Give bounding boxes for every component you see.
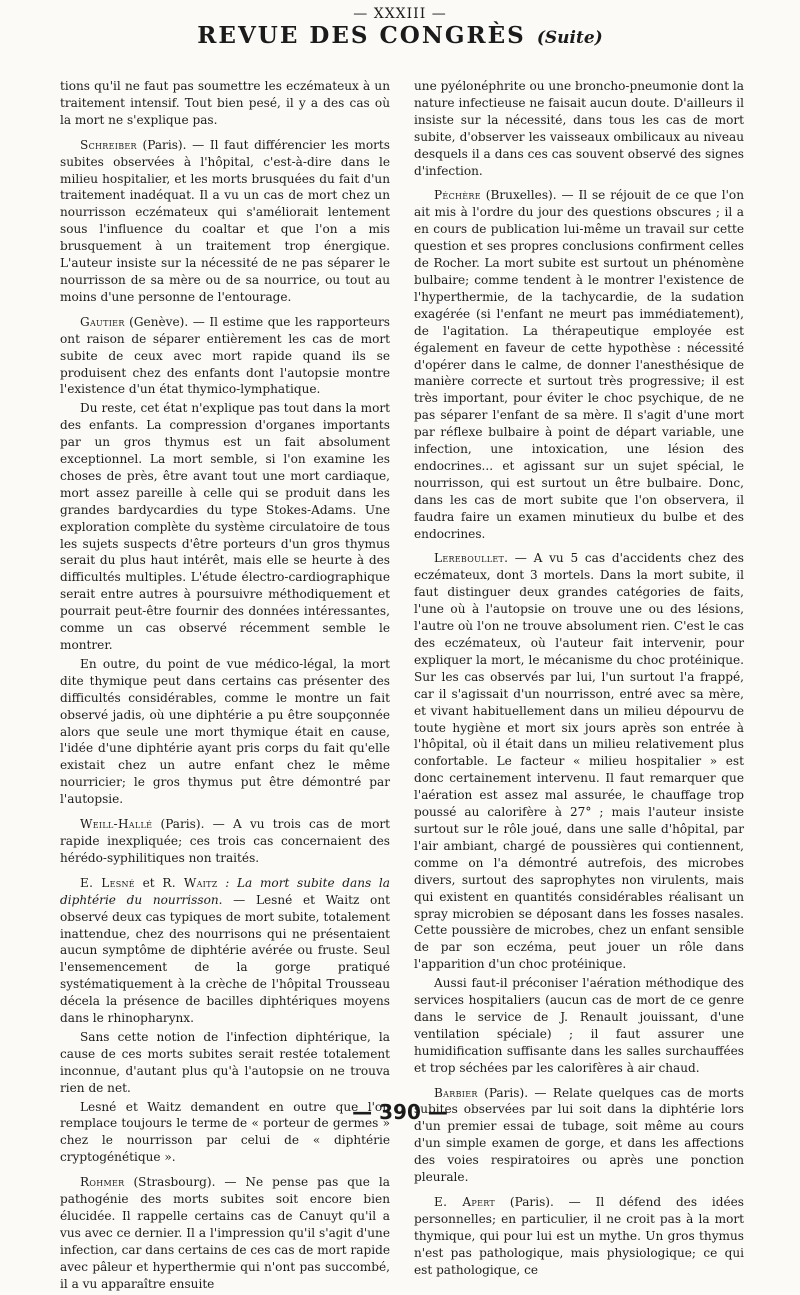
paragraph-text: une pyélonéphrite ou une broncho-pneumonie dont la nature infectieuse ne faisait aucun doute. D'ailleurs il insiste sur la nécessité, dans tous les cas de mort subite, d'observer les vaisseaux ombilicaux au niveau desquels il a dans ces cas souvent observé des signes d'infection. (414, 79, 744, 178)
paragraph (414, 550, 744, 973)
paragraph-text: (Bruxelles). — Il se réjouit de ce que l'on ait mis à l'ordre du jour des questions obscures ; il a en cours de publication lui-même un travail sur cette question et ses propres conclusions confirment celles de Rocher. La mort subite est surtout un phénomène bulbaire; comme tendent à le montrer l'existence de l'hyperthermie, de la tachycardie, de la sudation exagérée (si l'enfant ne meurt pas immédiatement), de l'agitation. La thérapeutique employée est également en faveur de cette hypothèse : nécessité d'opérer dans le calme, de donner l'anesthésique de manière correcte et surtout très progressive; il est très important, pour éviter le choc psychique, de ne pas séparer l'enfant de sa mère. Il s'agit d'une mort par réflexe bulbaire à point de départ variable, une infection, une intoxication, une lésion des endocrines... et agissant sur un sujet spécial, le nourrisson, qui est surtout un être bulbaire. Donc, dans les cas de mort subite que l'on observera, il faudra faire un examen minutieux du bulbe et des endocrines. (414, 188, 744, 541)
page-title (0, 24, 800, 47)
paragraph (414, 975, 744, 1076)
paragraph-text: (Paris). — A vu trois cas de mort rapide inexpliquée; ces trois cas concernaient des hérédo-syphilitiques non traités. (60, 817, 390, 865)
paragraph (60, 400, 390, 654)
author-name: Weill-Hallé (80, 817, 153, 832)
page-number: — 390 — (352, 1100, 448, 1124)
paragraph-text: — Lesné et Waitz ont observé deux cas typiques de mort subite, totalement inattendue, chez des nourrisons qui ne présentaient aucun symptôme de diphtérie avérée ou fruste. Seul l'ensemencement de la gorge pratiqué systématiquement à la crèche de l'hôpital Trousseau décela la présence de bacilles diphtériques moyens dans le rhinopharynx. (60, 892, 390, 1026)
author-name: Péchère (434, 188, 481, 203)
communication-title: : La mort subite dans la diphtérie du nourrisson. (60, 875, 390, 907)
paragraph (414, 187, 744, 542)
title-main: REVUE DES CONGRÈS (197, 22, 526, 49)
paragraph (60, 656, 390, 808)
paragraph (60, 816, 390, 867)
paragraph (414, 1194, 744, 1279)
paragraph-text: En outre, du point de vue médico-légal, la mort dite thymique peut dans certains cas présenter des difficultés considérables, comme le montre un fait observé jadis, où une diphtérie a pu être soupçonnée alors que seule une mort thymique était en cause, l'idée d'une diphtérie ayant pris corps du fait qu'elle existait chez un autre enfant chez le même nourricier; le gros thymus put être démontré par l'autopsie. (60, 656, 390, 807)
paragraph-text: tions qu'il ne faut pas soumettre les eczémateux à un traitement intensif. Tout bien pesé, il y a des cas où la mort ne s'explique pas. (60, 79, 390, 127)
author-name: Rohmer (80, 1175, 125, 1190)
paragraph (60, 137, 390, 306)
author-name: Gautier (80, 314, 125, 329)
author-name: E. Apert (434, 1195, 496, 1209)
author-name: E. Lesné (80, 875, 135, 890)
paragraph-text: . — A vu 5 cas d'accidents chez des eczémateux, dont 3 mortels. Dans la mort subite, il faut distinguer deux grandes catégories de faits, l'une où à l'autopsie on trouve une ou des lésions, l'autre où l'on ne trouve absolument rien. C'est le cas des eczémateux, où l'auteur fait intervenir, pour expliquer la mort, le mécanisme du choc protéinique. Sur les cas observés par lui, l'un surtout l'a frappé, car il s'agissait d'un nourrisson, entré avec sa mère, et vivant habituellement dans un milieu dépourvu de toute hygiène et mort six jours après son entrée à l'hôpital, où il était dans un milieu relativement plus confortable. Le facteur « milieu hospitalier » est donc certainement intervenu. Il faut remarquer que l'aération est assez mal assurée, le chauffage trop poussé au calorifère à 27° ; mais l'auteur insiste surtout sur le rôle joué, dans une salle d'hôpital, par l'air ambiant, chargé de poussières qui contiennent, comme on l'a démontré autrefois, des microbes divers, surtout des saprophytes non virulents, mais qui existent en quantités considérables réalisant un spray microbien se déposant dans les fosses nasales. Cette poussière de microbes, chez un enfant sensible de par son eczéma, peut jouer un rôle dans l'apparition d'un choc protéinique. (414, 551, 744, 972)
author-name: Barbier (434, 1085, 478, 1100)
connector-text: et (134, 875, 163, 890)
paragraph (414, 78, 744, 179)
paragraph-text: (Paris). — Il faut différencier les morts subites observées à l'hôpital, c'est-à-dire dans le milieu hospitalier, et les morts brusquées du fait d'un traitement inadéquat. Il a vu un cas de mort chez un nourrisson eczémateux qui s'améliorait lentement sous l'influence du coaltar et que l'on a mis brusquement à un traitement trop énergique. L'auteur insiste sur la nécessité de ne pas séparer le nourrisson de sa mère ou de sa nourrice, ou tout au moins d'une personne de l'entourage. (60, 137, 390, 304)
paragraph (60, 78, 390, 129)
author-name: Schreiber (80, 137, 137, 152)
title-suffix: (Suite) (536, 28, 603, 48)
paragraph-text: (Strasbourg). — Ne pense pas que la pathogénie des morts subites soit encore bien élucidée. Il rappelle certains cas de Canuyt qu'il a vus avec ce dernier. Il a l'impression qu'il s'agit d'une infection, car dans certains de ces cas de mort rapide avec pâleur et hyperthermie qui n'ont pas succombé, il a vu apparaître ensuite (60, 1175, 390, 1291)
author-name: R. Waitz (162, 875, 218, 890)
paragraph (60, 314, 390, 399)
paragraph (60, 1174, 390, 1292)
paragraph-text: (Genève). — Il estime que les rapporteurs ont raison de séparer entièrement les cas de mort subite de ceux avec mort rapide quand ils se produisent chez des enfants dont l'autopsie montre l'existence d'un état thymico-lymphatique. (60, 314, 390, 397)
paragraph-text: (Paris). — Relate quelques cas de morts subites observées par lui soit dans la diphtérie lors d'un premier essai de tubage, soit même au cours d'un simple examen de gorge, et dans les affections des voies respiratoires ou après une ponction pleurale. (414, 1085, 744, 1185)
paragraph-text: (Paris). — Il défend des idées personnelles; en particulier, il ne croit pas à la mort thymique, qui pour lui est un mythe. Un gros thymus n'est pas pathologique, mais physiologique; ce qui est pathologique, ce (414, 1195, 744, 1277)
paragraph (60, 1029, 390, 1097)
page-folio: — XXXIII — (353, 6, 447, 22)
author-name: Lereboullet (434, 551, 505, 566)
paragraph-text: Sans cette notion de l'infection diphtérique, la cause de ces morts subites serait restée totalement inconnue, d'autant plus qu'à l'autopsie on ne trouva rien de net. (60, 1029, 390, 1095)
paragraph-text: Aussi faut-il préconiser l'aération méthodique des services hospitaliers (aucun cas de mort de ce genre dans le service de J. Renault jouissant, d'une ventilation spéciale) ; il faut assurer une humidification suffisante dans les salles surchauffées et trop séchées par les calorifères à air chaud. (414, 976, 744, 1075)
paragraph-text: Du reste, cet état n'explique pas tout dans la mort des enfants. La compression d'organes importants par un gros thymus est un fait absolument exceptionnel. La mort semble, si l'on examine les choses de près, être avant tout une mort cardiaque, mort assez pareille à celle qui se produit dans les grandes bardycardies du type Stokes-Adams. Une exploration complète du système circulatoire de tous les sujets suspects d'être porteurs d'un gros thymus serait du plus haut intérêt, mais elle se heurte à des difficultés multiples. L'étude électro-cardiographique serait entre autres à poursuivre méthodiquement et pourrait peut-être fournir des données intéressantes, comme un cas observé récemment semble le montrer. (60, 401, 390, 652)
paragraph (60, 875, 390, 1027)
paragraph-text: Lesné et Waitz demandent en outre que l'on remplace toujours le terme de « porteur de germes » chez le nourrisson par celui de « diphtérie cryptogénétique ». (60, 1099, 390, 1165)
